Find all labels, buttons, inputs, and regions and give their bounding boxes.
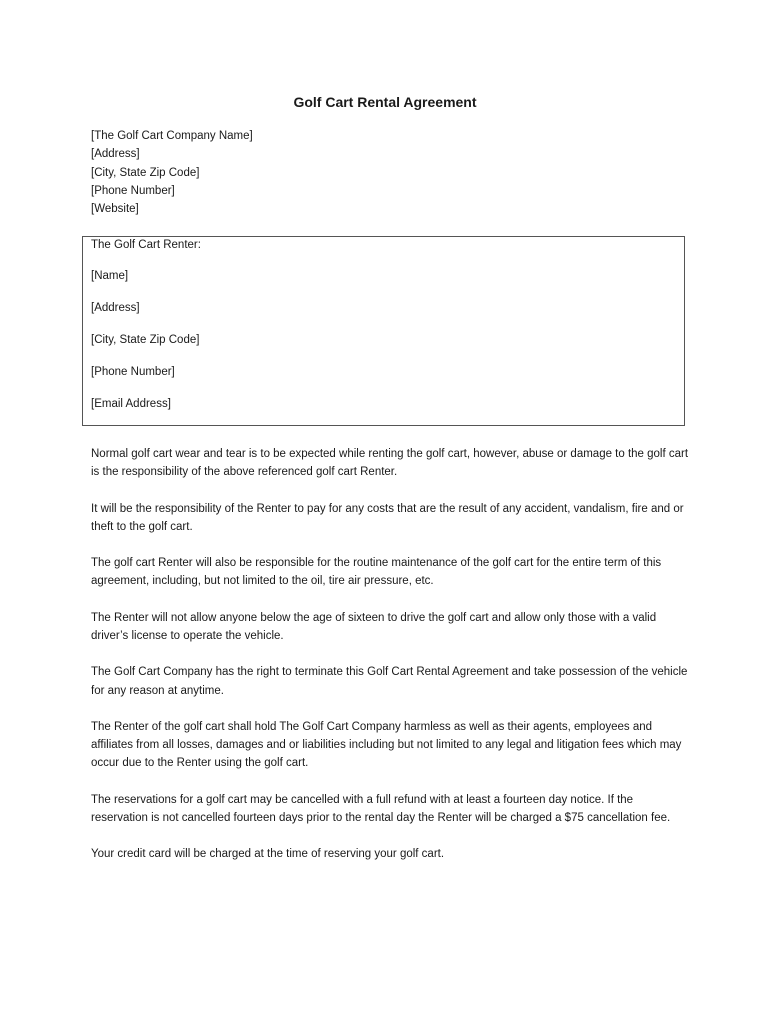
renter-city-state-zip-field: [City, State Zip Code] — [91, 334, 200, 346]
term-paragraph: Normal golf cart wear and tear is to be expected while renting the golf cart, however, abuse or damage to the golf cart is the responsibility of the above referenced golf cart Renter. — [91, 448, 689, 479]
term-paragraph: The reservations for a golf cart may be cancelled with a full refund with at least a fourteen day notice. If the reservation is not cancelled fourteen days prior to the rental day the Renter will be charged a $75 cancellation fee. — [91, 793, 671, 824]
company-name: [The Golf Cart Company Name] — [91, 130, 253, 142]
company-phone: [Phone Number] — [91, 184, 175, 197]
agreement-terms — [91, 445, 691, 882]
page-title: Golf Cart Rental Agreement — [293, 94, 477, 110]
company-address: [Address] — [91, 148, 140, 161]
company-website: [Website] — [91, 203, 139, 216]
term-paragraph: The golf cart Renter will also be responsible for the routine maintenance of the golf cart for the entire term of this agreement, including, but not limited to the oil, tire air pressure, etc. — [91, 557, 662, 588]
company-info-block — [91, 127, 253, 218]
renter-address-field: [Address] — [91, 302, 140, 314]
term-paragraph: The Renter will not allow anyone below the age of sixteen to drive the golf cart and allow only those with a valid driver’s license to operate the vehicle. — [91, 611, 657, 642]
renter-phone-field: [Phone Number] — [91, 366, 175, 378]
term-paragraph: The Renter of the golf cart shall hold The Golf Cart Company harmless as well as their agents, employees and affiliates from all losses, damages and or liabilities including but not limited to any legal and litigation fees which may occur due to the Renter using the golf cart. — [91, 720, 682, 770]
renter-name-field: [Name] — [91, 270, 129, 282]
renter-heading: The Golf Cart Renter: — [91, 239, 201, 251]
company-city-state-zip: [City, State Zip Code] — [91, 166, 200, 179]
renter-email-field: [Email Address] — [91, 398, 171, 410]
term-paragraph: Your credit card will be charged at the time of reserving your golf cart. — [91, 848, 445, 861]
term-paragraph: The Golf Cart Company has the right to terminate this Golf Cart Rental Agreement and take possession of the vehicle for any reason at anytime. — [91, 666, 688, 697]
renter-info-box — [82, 236, 685, 426]
term-paragraph: It will be the responsibility of the Renter to pay for any costs that are the result of any accident, vandalism, fire and or theft to the golf cart. — [91, 502, 684, 533]
